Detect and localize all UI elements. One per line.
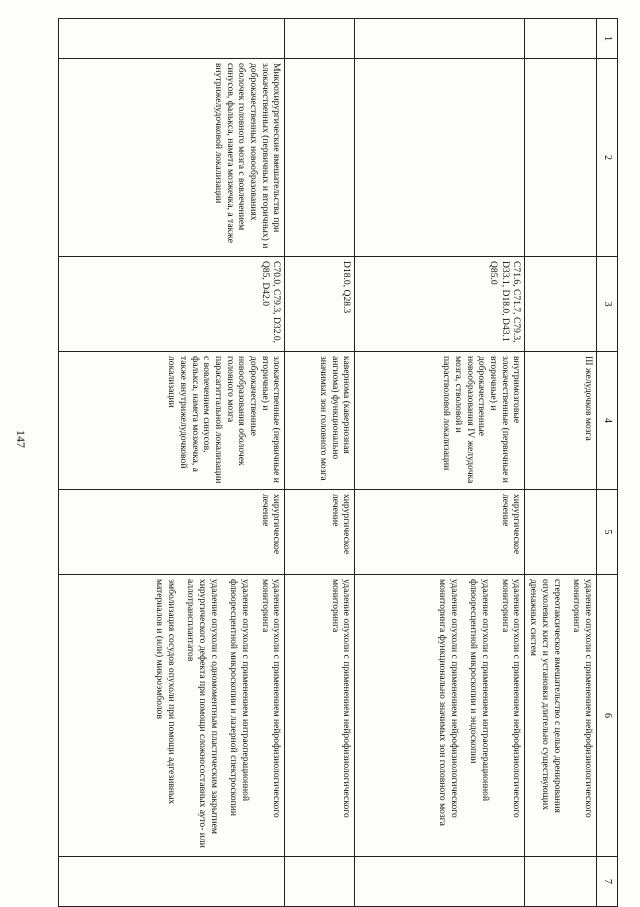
top-treatment-cell bbox=[525, 575, 597, 857]
col-number-1: 1 bbox=[597, 19, 618, 59]
column-number-row bbox=[597, 19, 618, 907]
treatment-item: удаление опухоли с применением нейрофизиологического мониторинга bbox=[329, 579, 353, 818]
method-cell: Микрохирургические вмешательства при злокачественных (первичных и вторичных) и доброкачественных новообразованиях оболочек головного мозга с вовлечением синусов, фалькса, намета мозжечка, а также внутрижелудочковой локализации bbox=[59, 59, 285, 257]
treatment-item: удаление опухоли с применением нейрофизиологического мониторинга bbox=[499, 579, 523, 818]
treatment-type-cell: хирургическое лечение bbox=[285, 490, 355, 575]
diagnosis-cell: внутримозговые злокачественные (первичные и вторичные) и доброкачественные новообразования IV желудочка мозга, стволовой и парастволовой локализации bbox=[355, 352, 525, 490]
table-row bbox=[285, 19, 355, 907]
diagnosis-cell: злокачественные (первичные и вторичные) и доброкачественные новообразования оболочек головного мозга парасагиттальной локализации с вовлечением синусов, фалькса, намета мозжечка, а также внутрижелудочковой локализации bbox=[59, 352, 285, 490]
treatment-item: удаление опухоли с применением интраоперационной флюоресцентной микроскопии и эндоскопии bbox=[468, 579, 492, 802]
col-number-4: 4 bbox=[597, 352, 618, 490]
table-row-section bbox=[525, 19, 597, 907]
table-row bbox=[59, 19, 285, 907]
col-number-5: 5 bbox=[597, 490, 618, 575]
col-number-7: 7 bbox=[597, 857, 618, 907]
procedures-table bbox=[58, 18, 618, 907]
method-cell bbox=[285, 59, 355, 257]
col-number-3: 3 bbox=[597, 257, 618, 352]
section-title: III желудочков мозга bbox=[525, 352, 597, 490]
treatment-type-cell: хирургическое лечение bbox=[355, 490, 525, 575]
col-number-6: 6 bbox=[597, 575, 618, 857]
page-number: 147 bbox=[14, 430, 28, 448]
treatment-item: удаление опухоли с одномоментным пластическим закрытием хирургического дефекта при помощи сложносоставных ауто- или аллотрансплантатов bbox=[185, 579, 220, 848]
diagnosis-cell: кавернома (кавернозная ангиома) функционально значимых зон головного мозга bbox=[285, 352, 355, 490]
icd-codes-cell: C70.0, C79.3, D32.0, Q85, D42.0 bbox=[59, 257, 285, 352]
method-cell bbox=[355, 59, 525, 257]
treatment-item: удаление опухоли с применением интраоперационной флюоресцентной микроскопии и лазерной спектроскопии bbox=[228, 579, 252, 817]
treatment-method-cell bbox=[59, 575, 285, 857]
col-number-2: 2 bbox=[597, 59, 618, 257]
top-treatment-1: удаление опухоли с применением нейрофизиологического мониторинга bbox=[571, 579, 594, 818]
table-row bbox=[355, 19, 525, 907]
treatment-item: эмболизация сосудов опухоли при помощи адгезивных материалов и (или) микроэмболов bbox=[153, 579, 177, 805]
treatment-type-cell: хирургическое лечение bbox=[59, 490, 285, 575]
icd-codes-cell: D18.0, Q28.3 bbox=[285, 257, 355, 352]
treatment-item: удаление опухоли с применением нейрофизиологического мониторинга функционально значимых зон головного мозга bbox=[436, 579, 460, 826]
top-treatment-2: стереотаксическое вмешательство с целью дренирования опухолевых кист и установки длительно существующих дренажных систем bbox=[528, 579, 563, 813]
treatment-method-cell bbox=[355, 575, 525, 857]
icd-codes-cell: C71.6, C71.7, C79.3, D33.1, D18.0, D43.1 Q85.0 bbox=[355, 257, 525, 352]
treatment-method-cell bbox=[285, 575, 355, 857]
treatment-item: удаление опухоли с применением нейрофизиологического мониторинга bbox=[259, 579, 283, 818]
